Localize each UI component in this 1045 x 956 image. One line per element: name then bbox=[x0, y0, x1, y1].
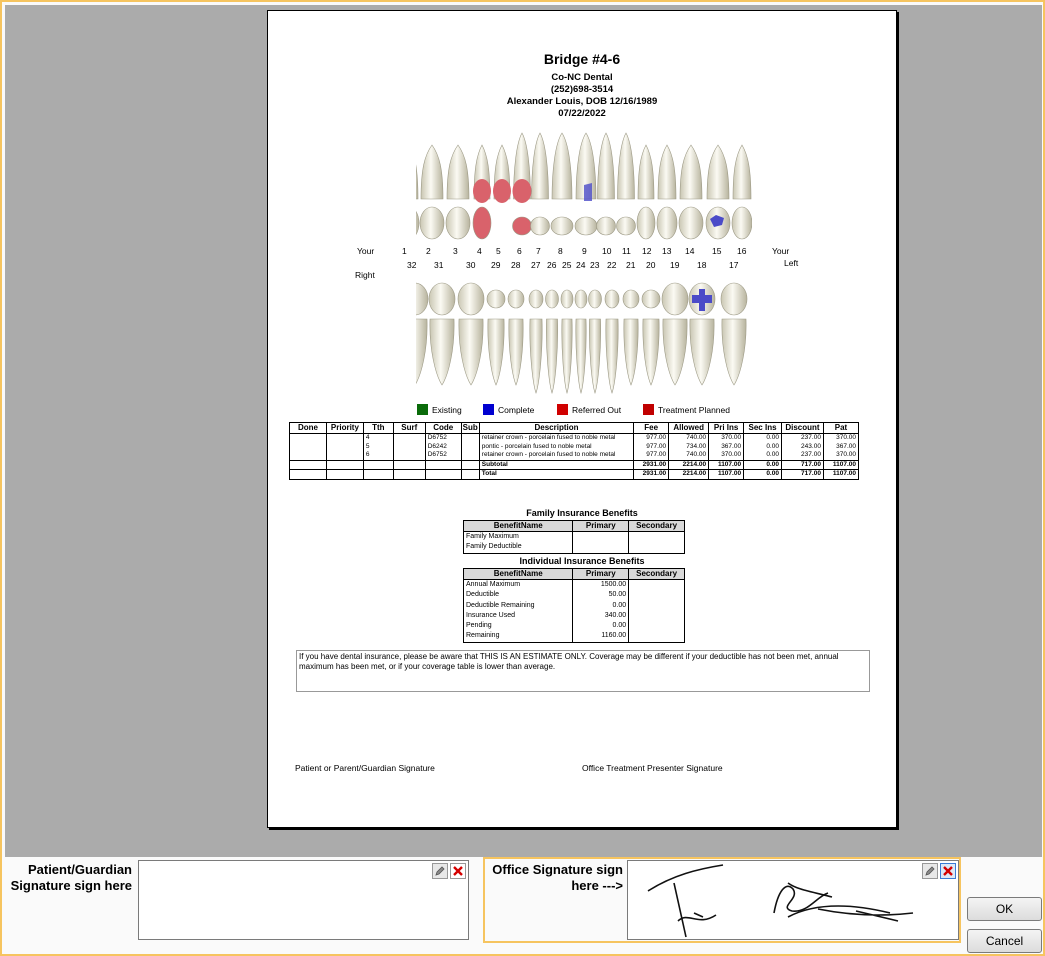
col-done: Done bbox=[290, 423, 327, 434]
your-right-label: Your bbox=[357, 246, 375, 256]
cell-benefit-name: Deductible Remaining bbox=[464, 601, 573, 611]
cell-secondary bbox=[629, 542, 685, 553]
cell-benefit-name: Annual Maximum bbox=[464, 580, 573, 591]
cell-code: D6242 bbox=[425, 443, 461, 452]
tooth-number: 4 bbox=[477, 246, 482, 256]
cell-description: retainer crown - porcelain fused to noble metal bbox=[479, 451, 633, 460]
total-label: Total bbox=[479, 470, 633, 480]
legend bbox=[416, 404, 736, 418]
cell-primary: 50.00 bbox=[573, 590, 629, 600]
upper-tooth-occlusal bbox=[473, 207, 491, 239]
cell-priority bbox=[326, 434, 363, 443]
tooth-number: 18 bbox=[697, 260, 707, 270]
cell-done bbox=[290, 451, 327, 460]
tooth-number: 12 bbox=[642, 246, 652, 256]
left-label: Left bbox=[784, 258, 799, 268]
upper-tooth bbox=[447, 145, 469, 199]
cell-benefit-name: Pending bbox=[464, 621, 573, 631]
patient-pencil-button[interactable] bbox=[432, 863, 448, 879]
cell-primary: 0.00 bbox=[573, 621, 629, 631]
tooth-number: 30 bbox=[466, 260, 476, 270]
subtotal-pri-ins: 1107.00 bbox=[709, 460, 744, 470]
col-priority: Priority bbox=[326, 423, 363, 434]
total-allowed: 2214.00 bbox=[669, 470, 709, 480]
lower-tooth-occlusal bbox=[416, 283, 428, 315]
tooth-number: 15 bbox=[712, 246, 722, 256]
legend-label: Referred Out bbox=[572, 404, 622, 415]
pencil-icon bbox=[924, 865, 936, 877]
office-signature-group bbox=[483, 857, 961, 943]
cell-description: retainer crown - porcelain fused to noble metal bbox=[479, 434, 633, 443]
tooth-number: 16 bbox=[737, 246, 747, 256]
legend-label: Existing bbox=[432, 404, 462, 415]
cell-secondary bbox=[629, 611, 685, 621]
table-row bbox=[290, 434, 859, 443]
table-row bbox=[290, 443, 859, 452]
lower-tooth-occlusal bbox=[561, 290, 573, 308]
lower-tooth bbox=[606, 319, 618, 393]
complete-restoration-marker bbox=[584, 183, 592, 201]
upper-tooth bbox=[598, 133, 615, 199]
total-pri-ins: 1107.00 bbox=[709, 470, 744, 480]
col-benefit-name: BenefitName bbox=[464, 521, 573, 532]
lower-tooth bbox=[722, 319, 746, 385]
office-pencil-button[interactable] bbox=[922, 863, 938, 879]
upper-tooth bbox=[707, 145, 729, 199]
cell-description: pontic - porcelain fused to noble metal bbox=[479, 443, 633, 452]
cell-primary bbox=[573, 542, 629, 553]
lower-tooth bbox=[624, 319, 638, 385]
tooth-number: 19 bbox=[670, 260, 680, 270]
cell-priority bbox=[326, 451, 363, 460]
upper-tooth bbox=[532, 133, 549, 199]
tooth-number: 5 bbox=[496, 246, 501, 256]
cell-allowed: 740.00 bbox=[669, 451, 709, 460]
procedures-table bbox=[289, 422, 859, 480]
subtotal-row bbox=[290, 460, 859, 470]
upper-tooth bbox=[638, 145, 654, 199]
col-tooth: Tth bbox=[363, 423, 393, 434]
col-sub: Sub bbox=[462, 423, 478, 432]
tooth-number: 25 bbox=[562, 260, 572, 270]
upper-tooth-occlusal bbox=[637, 207, 655, 239]
lower-tooth-occlusal bbox=[589, 290, 602, 308]
lower-tooth-occlusal bbox=[529, 290, 543, 308]
individual-benefits-table bbox=[463, 568, 685, 643]
legend-existing bbox=[417, 404, 462, 415]
cell-sub bbox=[461, 434, 479, 443]
col-benefit-name: BenefitName bbox=[464, 569, 573, 580]
cell-code: D6752 bbox=[425, 434, 461, 443]
office-caption-line2: here ---> bbox=[571, 878, 623, 893]
upper-tooth bbox=[552, 133, 572, 199]
lower-tooth-occlusal bbox=[458, 283, 484, 315]
cell-benefit-name: Insurance Used bbox=[464, 611, 573, 621]
legend-swatch bbox=[557, 404, 568, 415]
tooth-number: 22 bbox=[607, 260, 617, 270]
lower-tooth-occlusal bbox=[662, 283, 688, 315]
upper-tooth-occlusal bbox=[575, 217, 597, 235]
cell-fee: 977.00 bbox=[634, 451, 669, 460]
cell-secondary bbox=[629, 601, 685, 611]
plan-date: 07/22/2022 bbox=[558, 108, 606, 119]
cell-secondary bbox=[629, 621, 685, 631]
cell-surface bbox=[393, 434, 425, 443]
tooth-number: 1 bbox=[402, 246, 407, 256]
planned-crown-marker bbox=[493, 179, 511, 203]
lower-tooth bbox=[430, 319, 454, 385]
lower-tooth bbox=[576, 319, 586, 393]
planned-crown-marker bbox=[473, 179, 491, 203]
cell-secondary bbox=[629, 590, 685, 600]
cell-primary: 1160.00 bbox=[573, 631, 629, 642]
total-row bbox=[290, 470, 859, 480]
tooth-number: 21 bbox=[626, 260, 636, 270]
cell-done bbox=[290, 443, 327, 452]
tooth-number: 13 bbox=[662, 246, 672, 256]
upper-tooth-occlusal bbox=[617, 217, 636, 235]
lower-tooth bbox=[562, 319, 572, 393]
col-code: Code bbox=[425, 423, 461, 434]
tooth-number: 29 bbox=[491, 260, 501, 270]
office-caption-line1: Office Signature sign bbox=[492, 862, 623, 877]
cell-surface bbox=[393, 443, 425, 452]
patient-clear-signature-button[interactable] bbox=[450, 863, 466, 879]
family-benefits-title: Family Insurance Benefits bbox=[526, 508, 638, 518]
clear-signature-icon bbox=[452, 865, 464, 877]
table-row bbox=[464, 611, 685, 621]
cell-secondary bbox=[629, 580, 685, 591]
lower-tooth-occlusal bbox=[623, 290, 639, 308]
col-description: Description bbox=[479, 423, 633, 434]
table-row bbox=[464, 631, 685, 642]
tooth-number: 11 bbox=[622, 246, 631, 256]
legend-referred-out bbox=[557, 404, 621, 415]
lower-tooth bbox=[663, 319, 687, 385]
subtotal-pat: 1107.00 bbox=[823, 460, 858, 470]
subtotal-sec-ins: 0.00 bbox=[744, 460, 782, 470]
procedures-header-row bbox=[290, 423, 859, 434]
cell-tooth: 4 bbox=[363, 434, 393, 443]
tooth-number: 23 bbox=[590, 260, 600, 270]
treatment-plan-sheet bbox=[267, 10, 897, 828]
lower-tooth bbox=[690, 319, 714, 385]
table-row bbox=[290, 451, 859, 460]
lower-tooth-occlusal bbox=[721, 283, 747, 315]
cell-pat: 367.00 bbox=[823, 443, 858, 452]
tooth-number: 7 bbox=[536, 246, 541, 256]
tooth-number: 14 bbox=[685, 246, 695, 256]
tooth-number: 27 bbox=[531, 260, 541, 270]
cell-benefit-name: Remaining bbox=[464, 631, 573, 642]
upper-tooth-occlusal bbox=[657, 207, 677, 239]
lower-tooth bbox=[459, 319, 483, 385]
office-clear-signature-button[interactable] bbox=[940, 863, 956, 879]
tooth-number: 17 bbox=[729, 260, 739, 270]
subtotal-label: Subtotal bbox=[479, 460, 633, 470]
cell-sec-ins: 0.00 bbox=[744, 443, 782, 452]
pencil-icon bbox=[434, 865, 446, 877]
practice-name: Co-NC Dental bbox=[551, 72, 613, 83]
table-row bbox=[464, 621, 685, 631]
upper-tooth bbox=[421, 145, 443, 199]
lower-tooth-occlusal bbox=[429, 283, 455, 315]
cell-discount: 237.00 bbox=[781, 434, 823, 443]
col-secondary: Secondary bbox=[629, 521, 685, 532]
legend-label: Treatment Planned bbox=[658, 404, 730, 415]
lower-tooth bbox=[530, 319, 542, 393]
patient-caption-line2: Signature sign here bbox=[10, 878, 132, 893]
upper-tooth-occlusal bbox=[551, 217, 573, 235]
legend-swatch bbox=[643, 404, 654, 415]
lower-tooth-occlusal bbox=[508, 290, 524, 308]
legend-complete bbox=[483, 404, 534, 415]
right-label: Right bbox=[355, 270, 375, 280]
upper-tooth-occlusal bbox=[679, 207, 703, 239]
patient-signature-pad[interactable] bbox=[138, 860, 469, 940]
lower-tooth-occlusal bbox=[487, 290, 505, 308]
cell-secondary bbox=[629, 631, 685, 642]
estimate-disclaimer: If you have dental insurance, please be aware that THIS IS AN ESTIMATE ONLY. Coverage may be different if your deductible has not been met, annual maximum has been met, or if your coverage table is lower than average. bbox=[296, 650, 870, 692]
ok-button[interactable]: OK bbox=[967, 897, 1042, 921]
cell-pri-ins: 367.00 bbox=[709, 443, 744, 452]
upper-tooth-occlusal bbox=[732, 207, 752, 239]
upper-tooth-occlusal bbox=[531, 217, 550, 235]
total-discount: 717.00 bbox=[781, 470, 823, 480]
col-pri-ins: Pri Ins bbox=[709, 423, 744, 434]
total-sec-ins: 0.00 bbox=[744, 470, 782, 480]
upper-tooth bbox=[733, 145, 751, 199]
cell-primary: 1500.00 bbox=[573, 580, 629, 591]
cell-fee: 977.00 bbox=[634, 443, 669, 452]
subtotal-discount: 717.00 bbox=[781, 460, 823, 470]
office-signature-caption bbox=[485, 862, 623, 894]
patient-signature-caption bbox=[4, 862, 132, 894]
tooth-number: 24 bbox=[576, 260, 586, 270]
print-preview-area[interactable] bbox=[5, 5, 1042, 857]
lower-tooth-occlusal bbox=[605, 290, 619, 308]
sheet-title: Bridge #4-6 bbox=[543, 51, 621, 67]
upper-tooth-occlusal bbox=[420, 207, 444, 239]
tooth-number: 2 bbox=[426, 246, 431, 256]
lower-tooth-occlusal bbox=[642, 290, 660, 308]
total-pat: 1107.00 bbox=[823, 470, 858, 480]
subtotal-fee: 2931.00 bbox=[634, 460, 669, 470]
subtotal-allowed: 2214.00 bbox=[669, 460, 709, 470]
patient-caption-line1: Patient/Guardian bbox=[27, 862, 132, 877]
cell-primary: 340.00 bbox=[573, 611, 629, 621]
cell-code: D6752 bbox=[425, 451, 461, 460]
table-row bbox=[464, 590, 685, 600]
cell-tooth: 6 bbox=[363, 451, 393, 460]
lower-tooth bbox=[416, 319, 427, 385]
cell-tooth: 5 bbox=[363, 443, 393, 452]
lower-tooth-occlusal bbox=[575, 290, 587, 308]
cell-priority bbox=[326, 443, 363, 452]
tooth-number: 3 bbox=[453, 246, 458, 256]
tooth-number: 32 bbox=[407, 260, 417, 270]
cancel-button[interactable]: Cancel bbox=[967, 929, 1042, 953]
upper-tooth-occlusal bbox=[493, 207, 511, 239]
legend-treatment-planned bbox=[643, 404, 730, 415]
legend-swatch bbox=[417, 404, 428, 415]
individual-benefits-title: Individual Insurance Benefits bbox=[519, 556, 645, 566]
signature-ink bbox=[628, 861, 958, 939]
tooth-number: 9 bbox=[582, 246, 587, 256]
cell-allowed: 740.00 bbox=[669, 434, 709, 443]
cell-surface bbox=[393, 451, 425, 460]
cell-pat: 370.00 bbox=[823, 451, 858, 460]
tooth-number: 6 bbox=[517, 246, 522, 256]
planned-crown-marker bbox=[513, 179, 532, 203]
col-primary: Primary bbox=[573, 569, 629, 580]
patient-info: Alexander Louis, DOB 12/16/1989 bbox=[506, 96, 658, 107]
cell-done bbox=[290, 434, 327, 443]
clear-signature-icon bbox=[942, 865, 954, 877]
tooth-number: 28 bbox=[511, 260, 521, 270]
lower-tooth bbox=[589, 319, 600, 393]
lower-tooth bbox=[643, 319, 659, 385]
col-secondary: Secondary bbox=[629, 569, 685, 580]
cell-sec-ins: 0.00 bbox=[744, 434, 782, 443]
family-benefits-table bbox=[463, 520, 685, 554]
lower-tooth bbox=[546, 319, 557, 393]
cell-sec-ins: 0.00 bbox=[744, 451, 782, 460]
cell-benefit-name: Family Deductible bbox=[464, 542, 573, 553]
cell-pri-ins: 370.00 bbox=[709, 434, 744, 443]
lower-tooth bbox=[509, 319, 523, 385]
patient-signature-line-label: Patient or Parent/Guardian Signature bbox=[295, 763, 435, 773]
tooth-number: 26 bbox=[547, 260, 557, 270]
col-sec-ins: Sec Ins bbox=[744, 423, 782, 434]
cell-sub bbox=[461, 443, 479, 452]
cell-benefit-name: Deductible bbox=[464, 590, 573, 600]
cell-primary: 0.00 bbox=[573, 601, 629, 611]
cell-secondary bbox=[629, 532, 685, 543]
col-discount: Discount bbox=[781, 423, 823, 434]
tooth-number: 10 bbox=[602, 246, 612, 256]
legend-label: Complete bbox=[498, 404, 535, 415]
upper-tooth-occlusal bbox=[597, 217, 616, 235]
cell-primary bbox=[573, 532, 629, 543]
upper-tooth bbox=[618, 133, 635, 199]
upper-tooth bbox=[658, 145, 676, 199]
cell-pat: 370.00 bbox=[823, 434, 858, 443]
col-pat: Pat bbox=[823, 423, 858, 434]
tooth-number: 31 bbox=[434, 260, 444, 270]
table-row bbox=[464, 601, 685, 611]
cell-discount: 243.00 bbox=[781, 443, 823, 452]
col-fee: Fee bbox=[634, 423, 669, 434]
upper-tooth-occlusal bbox=[513, 217, 532, 235]
col-allowed: Allowed bbox=[669, 423, 709, 434]
lower-tooth-occlusal bbox=[546, 290, 559, 308]
table-row bbox=[464, 580, 685, 591]
cell-discount: 237.00 bbox=[781, 451, 823, 460]
table-row bbox=[464, 532, 685, 543]
office-signature-pad[interactable] bbox=[627, 860, 959, 940]
col-surface: Surf bbox=[393, 423, 425, 434]
office-signature-line-label: Office Treatment Presenter Signature bbox=[582, 763, 723, 773]
lower-tooth bbox=[488, 319, 504, 385]
upper-tooth bbox=[680, 145, 702, 199]
cell-benefit-name: Family Maximum bbox=[464, 532, 573, 543]
upper-tooth-occlusal bbox=[446, 207, 470, 239]
cell-fee: 977.00 bbox=[634, 434, 669, 443]
col-primary: Primary bbox=[573, 521, 629, 532]
upper-tooth-occlusal bbox=[416, 207, 419, 239]
tooth-number: 20 bbox=[646, 260, 656, 270]
tooth-number: 8 bbox=[558, 246, 563, 256]
practice-phone: (252)698-3514 bbox=[550, 84, 614, 95]
table-row bbox=[464, 542, 685, 553]
cell-allowed: 734.00 bbox=[669, 443, 709, 452]
cell-pri-ins: 370.00 bbox=[709, 451, 744, 460]
your-left-label: Your bbox=[772, 246, 790, 256]
legend-swatch bbox=[483, 404, 494, 415]
cell-sub bbox=[461, 451, 479, 460]
total-fee: 2931.00 bbox=[634, 470, 669, 480]
upper-tooth bbox=[416, 145, 418, 199]
